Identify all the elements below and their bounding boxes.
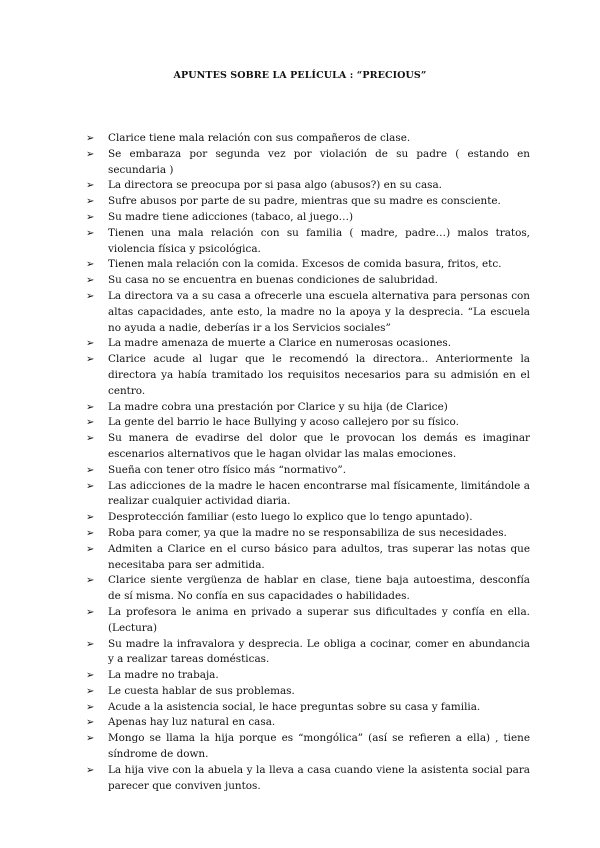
list-item-text: La madre amenaza de muerte a Clarice en numerosas ocasiones.: [108, 337, 452, 350]
arrow-bullet-icon: ➢: [86, 211, 95, 223]
list-item-text: Las adicciones de la madre le hacen encontrarse mal físicamente, limitándole a realizar cualquier actividad diaria.: [108, 479, 530, 508]
list-item-text: La gente del barrio le hace Bullying y acoso callejero por su físico.: [108, 416, 459, 429]
list-item-text: Roba para comer, ya que la madre no se responsabiliza de sus necesidades.: [108, 526, 507, 539]
list-item: [86, 336, 530, 352]
arrow-bullet-icon: ➢: [86, 685, 95, 697]
arrow-bullet-icon: ➢: [86, 227, 95, 239]
list-item: [86, 273, 530, 289]
list-item: [86, 700, 530, 716]
list-item-text: Admiten a Clarice en el curso básico para adultos, tras superar las notas que necesitaba para ser admitida.: [108, 542, 530, 571]
arrow-bullet-icon: ➢: [86, 512, 95, 524]
arrow-bullet-icon: ➢: [86, 401, 95, 413]
arrow-bullet-icon: ➢: [86, 717, 95, 729]
arrow-bullet-icon: ➢: [86, 196, 95, 208]
list-item: [86, 194, 530, 210]
list-item-text: La madre no trabaja.: [108, 669, 219, 682]
arrow-bullet-icon: ➢: [86, 417, 95, 429]
list-item-text: Acude a la asistencia social, le hace preguntas sobre su casa y familia.: [108, 700, 481, 713]
list-item-text: Su casa no se encuentra en buenas condiciones de salubridad.: [108, 274, 438, 287]
arrow-bullet-icon: ➢: [86, 480, 95, 492]
arrow-bullet-icon: ➢: [86, 670, 95, 682]
list-item-text: Tienen mala relación con la comida. Excesos de comida basura, fritos, etc.: [108, 258, 502, 271]
list-item: [86, 147, 530, 179]
list-item: [86, 637, 530, 669]
list-item-text: Desprotección familiar (esto luego lo explico que lo tengo apuntado).: [108, 511, 473, 524]
arrow-bullet-icon: ➢: [86, 764, 95, 776]
arrow-bullet-icon: ➢: [86, 259, 95, 271]
list-item: [86, 731, 530, 763]
arrow-bullet-icon: ➢: [86, 133, 95, 144]
list-item: [86, 352, 530, 399]
list-item: [86, 131, 530, 147]
list-item: [86, 479, 530, 511]
list-item: [86, 542, 530, 574]
list-item: [86, 605, 530, 637]
arrow-bullet-icon: ➢: [86, 638, 95, 650]
arrow-bullet-icon: ➢: [86, 606, 95, 618]
list-item: [86, 573, 530, 605]
list-item-text: Tienen una mala relación con su familia ( madre, padre…) malos tratos, violencia física y psicológica.: [108, 226, 530, 255]
arrow-bullet-icon: ➢: [86, 275, 95, 287]
list-item: [86, 668, 530, 684]
list-item-text: Le cuesta hablar de sus problemas.: [108, 684, 295, 697]
document-title: APUNTES SOBRE LA PELÍCULA : “PRECIOUS”: [173, 70, 427, 81]
list-item-text: Se embaraza por segunda vez por violación de su padre ( estando en secundaria ): [108, 147, 530, 176]
arrow-bullet-icon: ➢: [86, 733, 95, 745]
list-item-text: Su madre la infravalora y desprecia. Le obliga a cocinar, comer en abundancia y a realizar tareas domésticas.: [108, 637, 530, 666]
list-item-text: La hija vive con la abuela y la lleva a casa cuando viene la asistenta social para parecer que conviven juntos.: [108, 763, 530, 792]
arrow-bullet-icon: ➢: [86, 354, 95, 366]
list-item: [86, 684, 530, 700]
list-item: [86, 178, 530, 194]
list-item-text: Apenas hay luz natural en casa.: [108, 716, 276, 729]
list-item-text: La directora va a su casa a ofrecerle una escuela alternativa para personas con altas capacidades, ante esto, la madre no la apoya y la desprecia. “La escuela no ayuda a nadie, deberías ir a los Servicios sociales”: [108, 289, 530, 334]
list-item-text: Clarice siente vergüenza de hablar en clase, tiene baja autoestima, desconfía de sí misma. No confía en sus capacidades o habilidades.: [108, 574, 530, 603]
bullet-list: [86, 131, 530, 794]
list-item-text: La madre cobra una prestación por Clarice y su hija (de Clarice): [108, 400, 448, 413]
list-item: [86, 510, 530, 526]
arrow-bullet-icon: ➢: [86, 433, 95, 445]
list-item: [86, 431, 530, 463]
list-item-text: Su manera de evadirse del dolor que le provocan los demás es imaginar escenarios alternativos que le hagan olvidar las malas emociones.: [108, 432, 530, 460]
arrow-bullet-icon: ➢: [86, 527, 95, 539]
arrow-bullet-icon: ➢: [86, 575, 95, 587]
list-item: [86, 226, 530, 258]
arrow-bullet-icon: ➢: [86, 338, 95, 350]
list-item-text: Su madre tiene adicciones (tabaco, al juego…): [108, 210, 354, 223]
list-item-text: Mongo se llama la hija porque es “mongólica” (así se refieren a ella) , tiene síndrome de down.: [108, 732, 530, 761]
arrow-bullet-icon: ➢: [86, 701, 95, 713]
arrow-bullet-icon: ➢: [86, 148, 95, 160]
arrow-bullet-icon: ➢: [86, 543, 95, 555]
list-item-text: Sueña con tener otro físico más “normativo”.: [108, 463, 347, 476]
list-item: [86, 715, 530, 731]
list-item-text: La profesora le anima en privado a superar sus dificultades y confía en ella. (Lectura): [108, 605, 530, 634]
list-item: [86, 415, 530, 431]
list-item: [86, 763, 530, 795]
list-item: [86, 210, 530, 226]
list-item-text: Clarice acude al lugar que le recomendó la directora.. Anteriormente la directora ya había tramitado los requisitos necesarios para su admisión en el centro.: [108, 353, 530, 397]
list-item: [86, 257, 530, 273]
list-item-text: Clarice tiene mala relación con sus compañeros de clase.: [108, 132, 411, 144]
arrow-bullet-icon: ➢: [86, 180, 95, 192]
list-item: [86, 526, 530, 542]
arrow-bullet-icon: ➢: [86, 464, 95, 476]
list-item-text: La directora se preocupa por si pasa algo (abusos?) en su casa.: [108, 179, 442, 192]
list-item: [86, 463, 530, 479]
list-item: [86, 400, 530, 416]
arrow-bullet-icon: ➢: [86, 290, 95, 302]
list-item: [86, 289, 530, 336]
list-item-text: Sufre abusos por parte de su padre, mientras que su madre es consciente.: [108, 195, 501, 208]
